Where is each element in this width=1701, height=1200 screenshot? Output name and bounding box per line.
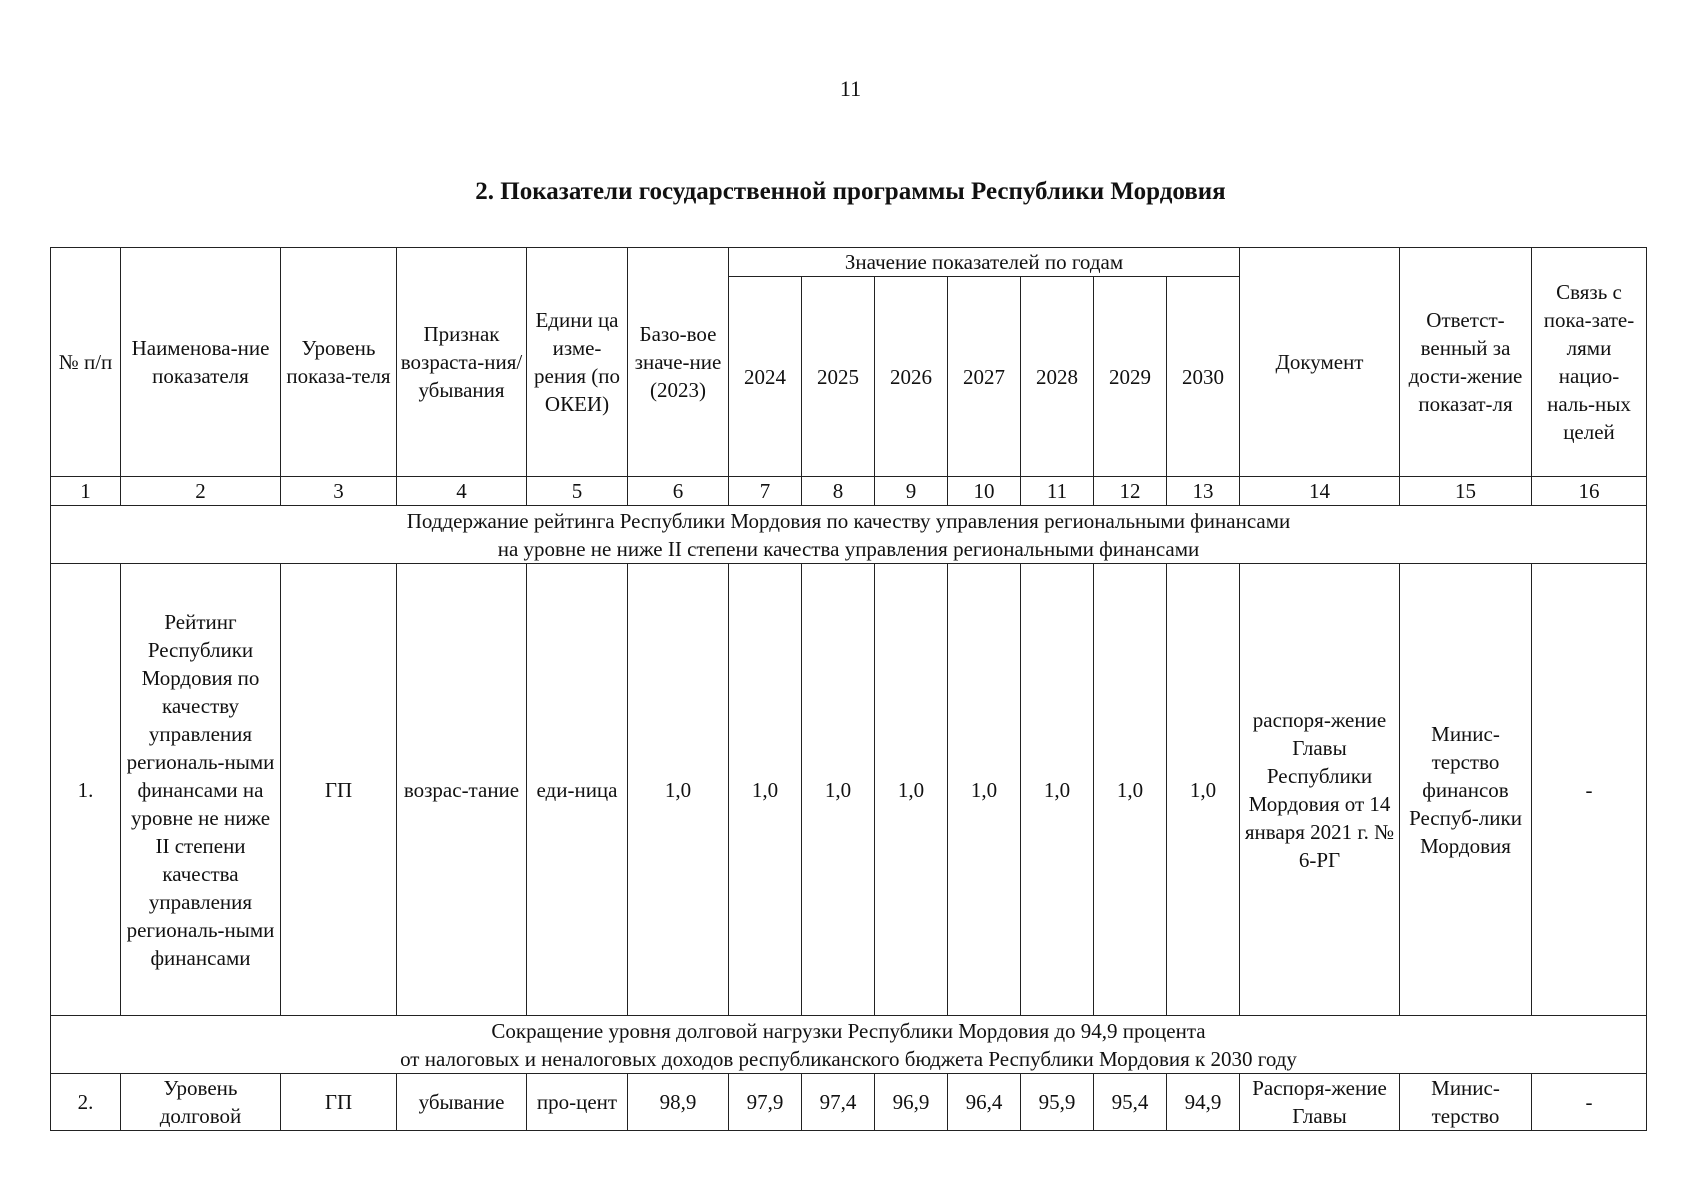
column-number: 15 — [1400, 477, 1532, 506]
indicators-table — [50, 247, 1647, 1131]
column-number: 14 — [1240, 477, 1400, 506]
row-value: 96,9 — [875, 1074, 948, 1131]
row-document: распоря-жение Главы Республики Мордовия от 14 января 2021 г. № 6-РГ — [1240, 564, 1400, 1016]
row-value: 1,0 — [948, 564, 1021, 1016]
row-level: ГП — [281, 564, 397, 1016]
column-number: 5 — [527, 477, 628, 506]
column-number: 12 — [1094, 477, 1167, 506]
goal-row — [51, 1016, 1647, 1074]
column-number: 11 — [1021, 477, 1094, 506]
row-value: 1,0 — [729, 564, 802, 1016]
row-link: - — [1532, 1074, 1647, 1131]
row-unit: еди-ница — [527, 564, 628, 1016]
header-year: 2028 — [1021, 277, 1094, 477]
row-value: 1,0 — [802, 564, 875, 1016]
column-number: 8 — [802, 477, 875, 506]
table-row — [51, 1074, 1647, 1131]
row-level: ГП — [281, 1074, 397, 1131]
goal-cell — [51, 506, 1647, 564]
header-row-1 — [51, 248, 1647, 277]
row-value: 96,4 — [948, 1074, 1021, 1131]
column-number: 4 — [397, 477, 527, 506]
goal-text-line: Сокращение уровня долговой нагрузки Республики Мордовия до 94,9 процента — [491, 1018, 1206, 1043]
header-year: 2025 — [802, 277, 875, 477]
row-base: 98,9 — [628, 1074, 729, 1131]
header-document: Документ — [1240, 248, 1400, 477]
goal-row — [51, 506, 1647, 564]
header-responsible: Ответст-венный за дости-жение показат-ля — [1400, 248, 1532, 477]
goal-text-line: на уровне не ниже II степени качества управления региональными финансами — [497, 536, 1200, 561]
row-responsible: Минис-терство финансов Респуб-лики Мордовия — [1400, 564, 1532, 1016]
row-value: 95,4 — [1094, 1074, 1167, 1131]
row-name: Рейтинг Республики Мордовия по качеству управления региональ-ными финансами на уровне не ниже II степени качества управления региональ-ными финансами — [121, 564, 281, 1016]
row-num: 1. — [51, 564, 121, 1016]
row-value: 97,9 — [729, 1074, 802, 1131]
row-value: 1,0 — [1094, 564, 1167, 1016]
row-sign: возрас-тание — [397, 564, 527, 1016]
column-number: 7 — [729, 477, 802, 506]
header-link: Связь с пока-зате-лями нацио-наль-ных целей — [1532, 248, 1647, 477]
row-value: 1,0 — [875, 564, 948, 1016]
goal-cell — [51, 1016, 1647, 1074]
row-value: 94,9 — [1167, 1074, 1240, 1131]
header-unit: Едини ца изме-рения (по ОКЕИ) — [527, 248, 628, 477]
table-row — [51, 564, 1647, 1016]
row-sign: убывание — [397, 1074, 527, 1131]
column-number: 6 — [628, 477, 729, 506]
header-year: 2026 — [875, 277, 948, 477]
header-year: 2024 — [729, 277, 802, 477]
column-number: 3 — [281, 477, 397, 506]
row-responsible: Минис-терство — [1400, 1074, 1532, 1131]
column-number: 10 — [948, 477, 1021, 506]
header-sign: Признак возраста-ния/ убывания — [397, 248, 527, 477]
row-unit: про-цент — [527, 1074, 628, 1131]
column-number: 9 — [875, 477, 948, 506]
column-number: 2 — [121, 477, 281, 506]
page-number: 11 — [839, 76, 862, 101]
goal-text-line: Поддержание рейтинга Республики Мордовия по качеству управления региональными финансами — [406, 508, 1291, 533]
row-value: 1,0 — [1021, 564, 1094, 1016]
row-name: Уровень долговой — [121, 1074, 281, 1131]
column-number: 16 — [1532, 477, 1647, 506]
header-years-group: Значение показателей по годам — [729, 248, 1240, 277]
header-level: Уровень показа-теля — [281, 248, 397, 477]
row-base: 1,0 — [628, 564, 729, 1016]
row-link: - — [1532, 564, 1647, 1016]
row-value: 95,9 — [1021, 1074, 1094, 1131]
row-value: 97,4 — [802, 1074, 875, 1131]
header-base: Базо-вое значе-ние (2023) — [628, 248, 729, 477]
row-value: 1,0 — [1167, 564, 1240, 1016]
header-year: 2029 — [1094, 277, 1167, 477]
header-year: 2030 — [1167, 277, 1240, 477]
row-num: 2. — [51, 1074, 121, 1131]
header-name: Наименова-ние показателя — [121, 248, 281, 477]
row-document: Распоря-жение Главы — [1240, 1074, 1400, 1131]
column-number: 1 — [51, 477, 121, 506]
goal-text-line: от налоговых и неналоговых доходов республиканского бюджета Республики Мордовия к 2030 году — [400, 1046, 1297, 1071]
column-number: 13 — [1167, 477, 1240, 506]
column-number-row — [51, 477, 1647, 506]
header-num: № п/п — [51, 248, 121, 477]
header-year: 2027 — [948, 277, 1021, 477]
page-title: 2. Показатели государственной программы Республики Мордовия — [475, 178, 1226, 205]
